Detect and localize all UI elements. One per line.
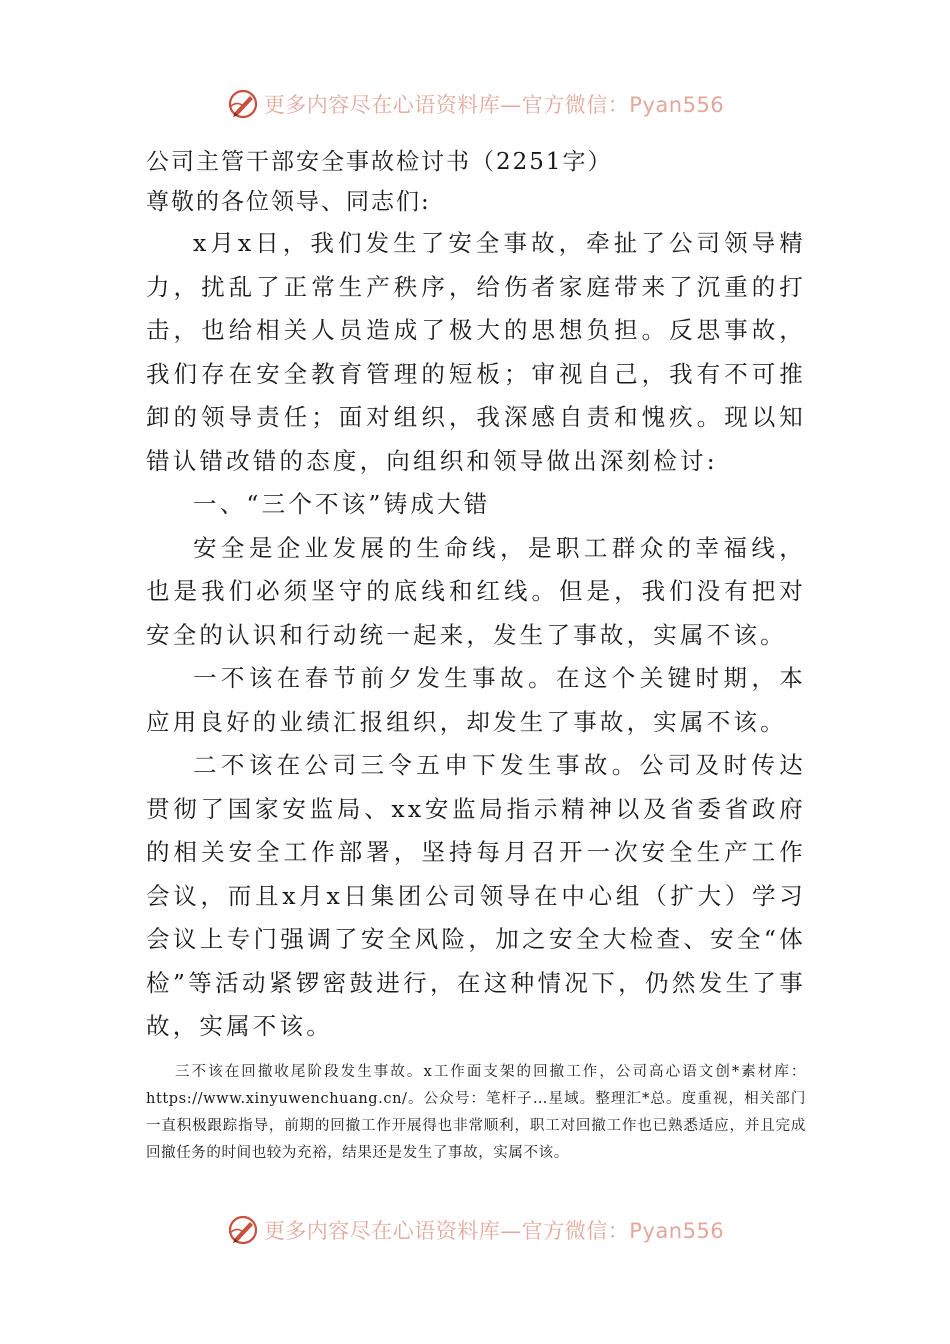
paragraph: 一不该在春节前夕发生事故。在这个关键时期，本应用良好的业绩汇报组织，却发生了事故，实属不该。 (146, 664, 806, 736)
watermark-footer (0, 1210, 950, 1250)
pen-logo-icon (226, 87, 260, 121)
small-paragraph: 三不该在回撤收尾阶段发生事故。x工作面支架的回撤工作，公司高心语文创*素材库：https://www.xinyuwenchuang.cn/。公众号：笔杆子…星域。整理汇*总。度重视，相关部门一直积极跟踪指导，前期的回撤工作开展得也非常顺利，职工对回撤工作也已熟悉适应，并且完成回撤任务的时间也较为充裕，结果还是发生了事故，实属不该。 (146, 1063, 806, 1161)
section-heading: 一、“三个不该”铸成大错 (193, 490, 491, 518)
paragraph: 安全是企业发展的生命线，是职工群众的幸福线，也是我们必须坚守的底线和红线。但是，我们没有把对安全的认识和行动统一起来，发生了事故，实属不该。 (146, 533, 806, 649)
watermark-text: 更多内容尽在心语资料库—官方微信：Pyan556 (263, 93, 725, 117)
watermark-header (0, 84, 950, 124)
paragraph: 二不该在公司三令五申下发生事故。公司及时传达贯彻了国家安监局、xx安监局指示精神以及省委省政府的相关安全工作部署，坚持每月召开一次安全生产工作会议，而且x月x日集团公司领导在中心组（扩大）学习会议上专门强调了安全风险，加之安全大检查、安全“体检”等活动紧锣密鼓进行，在这种情况下，仍然发生了事故，实属不该。 (146, 751, 806, 1040)
document-title: 公司主管干部安全事故检讨书（2251字） (146, 149, 613, 175)
salutation: 尊敬的各位领导、同志们: (146, 189, 431, 215)
watermark-text: 更多内容尽在心语资料库—官方微信：Pyan556 (263, 1219, 725, 1243)
paragraph: x月x日，我们发生了安全事故，牵扯了公司领导精力，扰乱了正常生产秩序，给伤者家庭带来了沉重的打击，也给相关人员造成了极大的思想负担。反思事故，我们存在安全教育管理的短板；审视自己，我有不可推卸的领导责任；面对组织，我深感自责和愧疚。现以知错认错改错的态度，向组织和领导做出深刻检讨: (146, 229, 806, 475)
pen-logo-icon (226, 1213, 260, 1247)
document-body (146, 142, 806, 1167)
